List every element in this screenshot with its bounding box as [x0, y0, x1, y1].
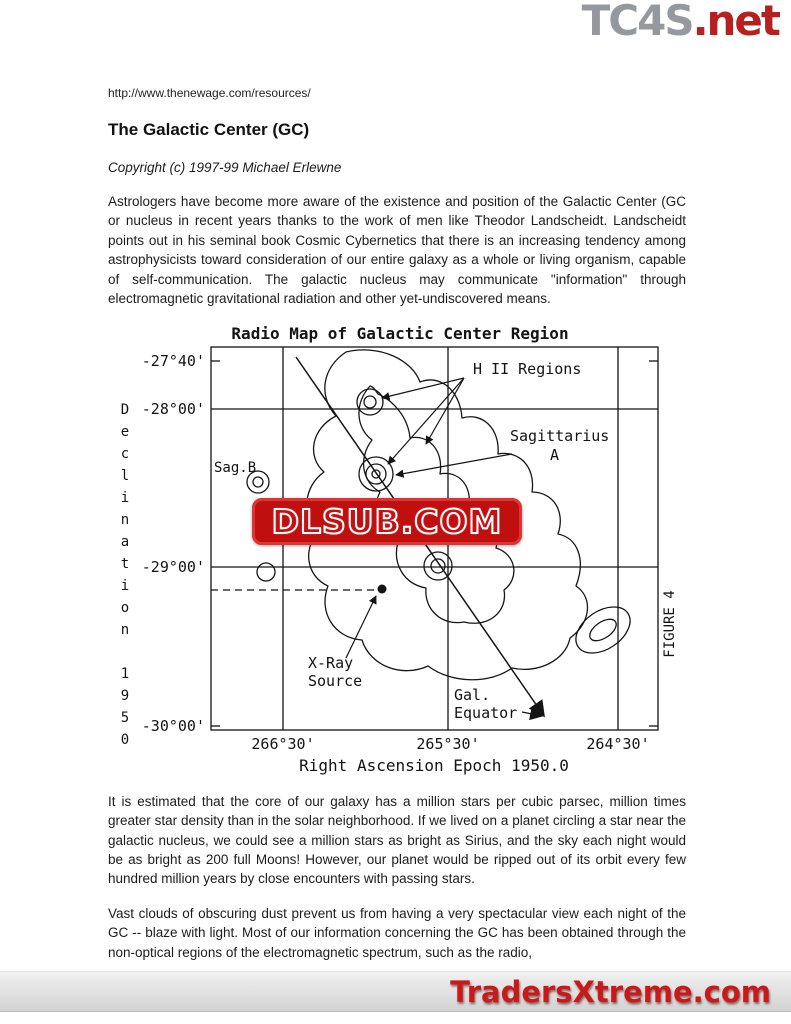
annotation-xray-2: Source: [308, 671, 363, 690]
annotation-equator-2: Equator: [454, 703, 518, 722]
annotation-sagittarius: Sagittarius: [510, 426, 610, 445]
copyright-line: Copyright (c) 1997-99 Michael Erlewne: [108, 160, 342, 175]
x-tick-2: 264°30': [586, 734, 650, 753]
annotation-equator-1: Gal.: [454, 685, 491, 704]
paragraph-dust-clouds: Vast clouds of obscuring dust prevent us from having a very spectacular view each night of the GC -- blaze with light. Most of our information concerning the GC has been obtained through the non-optical regions of the electromagnetic spectrum, such as the radio,: [108, 905, 686, 960]
x-axis-label: Right Ascension Epoch 1950.0: [299, 755, 569, 775]
y-tick-2: -29°00': [141, 557, 205, 576]
paragraph-core-density: It is estimated that the core of our galaxy has a million stars per cubic parsec, million times greater star density than in the solar neighborhood. If we lived on a planet circling a star near the galactic nucleus, we could see a million stars as bright as Sirius, and the sky each night would be as bright as 200 full Moons! However, our planet would be ripped out of its orbit every few hundred million years by close encounters with passing stars.: [108, 793, 686, 887]
x-tick-0: 266°30': [251, 734, 315, 753]
source-url: http://www.thenewage.com/resources/: [108, 86, 311, 100]
xray-source-dot: [378, 584, 387, 593]
annotation-sag-b: Sag.B: [214, 459, 257, 476]
paragraph-intro: Astrologers have become more aware of the existence and position of the Galactic Center (GC or nucleus in recent years thanks to the work of men like Theodor Landscheidt. Landscheidt points out in his seminal book Cosmic Cybernetics that there is an increasing tendency among astrophysicists toward consideration of our entire galaxy as a whole or living organism, capable of self-communication. The galactic nucleus may communicate "information" through electromagnetic gravitational radiation and other yet-undiscovered means.: [108, 194, 686, 307]
watermark-text: DLSUB.COM: [271, 501, 503, 541]
y-axis-label: Declination 1950: [117, 401, 133, 754]
annotation-h-ii-regions: H II Regions: [473, 359, 582, 378]
y-tick-0: -27°40': [141, 351, 205, 370]
document-body: [108, 86, 686, 977]
radio-map-figure: [108, 324, 693, 782]
page-title: The Galactic Center (GC): [108, 120, 310, 139]
annotation-xray-1: X-Ray: [308, 653, 354, 672]
footer-banner: [0, 971, 791, 1012]
y-tick-1: -28°00': [141, 399, 205, 418]
figure-side-label: FIGURE 4: [662, 589, 678, 658]
y-tick-3: -30°00': [141, 716, 205, 735]
annotation-sagittarius-a: A: [550, 445, 560, 464]
site-logo-suffix: .net: [692, 0, 779, 45]
watermark-badge: [252, 498, 522, 545]
radio-map-svg: [108, 324, 693, 782]
site-logo-main: TC4S: [581, 0, 693, 45]
figure-title: Radio Map of Galactic Center Region: [231, 323, 569, 343]
site-logo: [582, 0, 779, 45]
x-tick-1: 265°30': [416, 734, 480, 753]
footer-logo: TradersXtreme.com: [450, 974, 771, 1009]
